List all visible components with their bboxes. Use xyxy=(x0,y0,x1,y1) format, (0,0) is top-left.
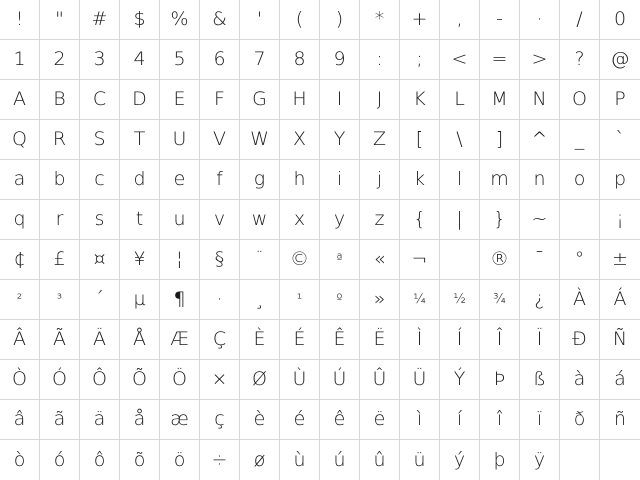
glyph-cell: ½ xyxy=(440,280,480,320)
glyph-cell: b xyxy=(40,160,80,200)
glyph-cell: ß xyxy=(520,360,560,400)
glyph-cell: o xyxy=(560,160,600,200)
glyph-cell: » xyxy=(360,280,400,320)
glyph-cell: å xyxy=(120,400,160,440)
glyph-cell: ³ xyxy=(40,280,80,320)
glyph-cell: ï xyxy=(520,400,560,440)
glyph-cell: e xyxy=(160,160,200,200)
glyph-cell: ¢ xyxy=(0,240,40,280)
glyph-cell: ù xyxy=(280,440,320,480)
glyph-cell: ( xyxy=(280,0,320,40)
glyph-cell: h xyxy=(280,160,320,200)
glyph-cell: [ xyxy=(400,120,440,160)
glyph-cell: $ xyxy=(120,0,160,40)
glyph-cell: V xyxy=(200,120,240,160)
glyph-cell: Ì xyxy=(400,320,440,360)
glyph-cell: + xyxy=(400,0,440,40)
glyph-cell: ` xyxy=(600,120,640,160)
glyph-cell: g xyxy=(240,160,280,200)
glyph-cell: ä xyxy=(80,400,120,440)
glyph-cell: ü xyxy=(400,440,440,480)
glyph-cell: T xyxy=(120,120,160,160)
glyph-cell: - xyxy=(480,0,520,40)
glyph-cell: · xyxy=(200,280,240,320)
glyph-cell: r xyxy=(40,200,80,240)
glyph-cell: Þ xyxy=(480,360,520,400)
glyph-cell: ª xyxy=(320,240,360,280)
glyph-cell: ¸ xyxy=(240,280,280,320)
glyph-cell: B xyxy=(40,80,80,120)
glyph-cell: Õ xyxy=(120,360,160,400)
glyph-cell: K xyxy=(400,80,440,120)
glyph-cell: ¼ xyxy=(400,280,440,320)
glyph-cell: ° xyxy=(560,240,600,280)
glyph-cell: à xyxy=(560,360,600,400)
glyph-cell: Ï xyxy=(520,320,560,360)
glyph-cell: } xyxy=(480,200,520,240)
glyph-cell: ¬ xyxy=(400,240,440,280)
glyph-cell: ; xyxy=(400,40,440,80)
glyph-cell: C xyxy=(80,80,120,120)
glyph-cell: ^ xyxy=(520,120,560,160)
glyph-cell: ± xyxy=(600,240,640,280)
glyph-cell: ] xyxy=(480,120,520,160)
glyph-cell: µ xyxy=(120,280,160,320)
glyph-cell: ¦ xyxy=(160,240,200,280)
glyph-cell: ¯ xyxy=(520,240,560,280)
glyph-cell: P xyxy=(600,80,640,120)
glyph-cell: Ò xyxy=(0,360,40,400)
glyph-cell: È xyxy=(240,320,280,360)
glyph-cell: Û xyxy=(360,360,400,400)
glyph-cell: ¥ xyxy=(120,240,160,280)
glyph-cell: × xyxy=(200,360,240,400)
glyph-cell: £ xyxy=(40,240,80,280)
glyph-cell: I xyxy=(320,80,360,120)
glyph-cell: Î xyxy=(480,320,520,360)
glyph-cell: D xyxy=(120,80,160,120)
glyph-cell: æ xyxy=(160,400,200,440)
glyph-cell: ~ xyxy=(520,200,560,240)
glyph-cell: 4 xyxy=(120,40,160,80)
glyph-cell: ì xyxy=(400,400,440,440)
glyph-cell: ô xyxy=(80,440,120,480)
glyph-cell: s xyxy=(80,200,120,240)
glyph-cell: Ç xyxy=(200,320,240,360)
glyph-cell: ÷ xyxy=(200,440,240,480)
glyph-cell: « xyxy=(360,240,400,280)
glyph-cell: Y xyxy=(320,120,360,160)
glyph-cell: a xyxy=(0,160,40,200)
glyph-cell: F xyxy=(200,80,240,120)
glyph-cell: Â xyxy=(0,320,40,360)
glyph-cell: " xyxy=(40,0,80,40)
glyph-cell: m xyxy=(480,160,520,200)
glyph-cell: / xyxy=(560,0,600,40)
glyph-cell: \ xyxy=(440,120,480,160)
glyph-cell: ! xyxy=(0,0,40,40)
glyph-cell: Í xyxy=(440,320,480,360)
glyph-cell: á xyxy=(600,360,640,400)
glyph-cell: é xyxy=(280,400,320,440)
glyph-cell: ÿ xyxy=(520,440,560,480)
glyph-cell: ð xyxy=(560,400,600,440)
glyph-cell: Æ xyxy=(160,320,200,360)
glyph-cell: ¤ xyxy=(80,240,120,280)
glyph-cell: Ñ xyxy=(600,320,640,360)
glyph-cell: º xyxy=(320,280,360,320)
glyph-cell: E xyxy=(160,80,200,120)
glyph-cell: R xyxy=(40,120,80,160)
glyph-cell: v xyxy=(200,200,240,240)
glyph-cell: Ë xyxy=(360,320,400,360)
glyph-cell: i xyxy=(320,160,360,200)
glyph-cell: 5 xyxy=(160,40,200,80)
glyph-cell: Q xyxy=(0,120,40,160)
glyph-cell: ø xyxy=(240,440,280,480)
glyph-cell: * xyxy=(360,0,400,40)
glyph-cell: n xyxy=(520,160,560,200)
glyph-cell: ² xyxy=(0,280,40,320)
glyph-cell: H xyxy=(280,80,320,120)
glyph-cell: u xyxy=(160,200,200,240)
glyph-cell: ë xyxy=(360,400,400,440)
glyph-cell xyxy=(440,240,480,280)
glyph-cell: Ø xyxy=(240,360,280,400)
glyph-cell: ê xyxy=(320,400,360,440)
glyph-cell: W xyxy=(240,120,280,160)
glyph-cell: § xyxy=(200,240,240,280)
glyph-cell: z xyxy=(360,200,400,240)
glyph-cell: G xyxy=(240,80,280,120)
glyph-cell: ó xyxy=(40,440,80,480)
glyph-cell: ' xyxy=(240,0,280,40)
glyph-cell: k xyxy=(400,160,440,200)
glyph-cell: 6 xyxy=(200,40,240,80)
glyph-cell: ö xyxy=(160,440,200,480)
glyph-cell: Ð xyxy=(560,320,600,360)
glyph-cell: ¡ xyxy=(600,200,640,240)
glyph-cell: Ó xyxy=(40,360,80,400)
glyph-cell: ò xyxy=(0,440,40,480)
glyph-cell: ) xyxy=(320,0,360,40)
glyph-cell: & xyxy=(200,0,240,40)
glyph-cell: = xyxy=(480,40,520,80)
glyph-cell: Ú xyxy=(320,360,360,400)
glyph-cell: ® xyxy=(480,240,520,280)
glyph-cell: p xyxy=(600,160,640,200)
glyph-cell: > xyxy=(520,40,560,80)
glyph-cell: è xyxy=(240,400,280,440)
glyph-cell: ç xyxy=(200,400,240,440)
glyph-cell: d xyxy=(120,160,160,200)
glyph-cell: U xyxy=(160,120,200,160)
glyph-cell: õ xyxy=(120,440,160,480)
glyph-cell: O xyxy=(560,80,600,120)
glyph-cell: N xyxy=(520,80,560,120)
glyph-cell: Ô xyxy=(80,360,120,400)
glyph-cell: ¹ xyxy=(280,280,320,320)
glyph-cell: Ã xyxy=(40,320,80,360)
glyph-cell: ý xyxy=(440,440,480,480)
glyph-cell: 3 xyxy=(80,40,120,80)
glyph-cell: À xyxy=(560,280,600,320)
glyph-cell: 8 xyxy=(280,40,320,80)
glyph-cell: Ü xyxy=(400,360,440,400)
glyph-cell: : xyxy=(360,40,400,80)
glyph-cell: < xyxy=(440,40,480,80)
glyph-cell: w xyxy=(240,200,280,240)
glyph-cell: ¶ xyxy=(160,280,200,320)
glyph-cell: , xyxy=(440,0,480,40)
glyph-cell: É xyxy=(280,320,320,360)
glyph-cell: Å xyxy=(120,320,160,360)
glyph-cell: M xyxy=(480,80,520,120)
glyph-cell: t xyxy=(120,200,160,240)
glyph-cell: © xyxy=(280,240,320,280)
glyph-cell: L xyxy=(440,80,480,120)
glyph-cell: Á xyxy=(600,280,640,320)
glyph-cell: î xyxy=(480,400,520,440)
glyph-cell: ¾ xyxy=(480,280,520,320)
glyph-cell: ? xyxy=(560,40,600,80)
glyph-cell: 1 xyxy=(0,40,40,80)
glyph-cell: X xyxy=(280,120,320,160)
glyph-cell: Ê xyxy=(320,320,360,360)
glyph-cell: 7 xyxy=(240,40,280,80)
glyph-cell: Z xyxy=(360,120,400,160)
glyph-cell: · xyxy=(520,0,560,40)
glyph-cell: j xyxy=(360,160,400,200)
glyph-cell: 9 xyxy=(320,40,360,80)
glyph-cell: â xyxy=(0,400,40,440)
glyph-cell: f xyxy=(200,160,240,200)
glyph-cell: û xyxy=(360,440,400,480)
glyph-cell: % xyxy=(160,0,200,40)
glyph-cell: @ xyxy=(600,40,640,80)
glyph-cell: Ù xyxy=(280,360,320,400)
glyph-cell: 2 xyxy=(40,40,80,80)
glyph-cell: ¿ xyxy=(520,280,560,320)
glyph-cell: x xyxy=(280,200,320,240)
glyph-cell xyxy=(600,440,640,480)
glyph-cell: 0 xyxy=(600,0,640,40)
glyph-cell: _ xyxy=(560,120,600,160)
glyph-cell xyxy=(560,200,600,240)
glyph-cell: ã xyxy=(40,400,80,440)
glyph-cell: Ö xyxy=(160,360,200,400)
glyph-cell: A xyxy=(0,80,40,120)
glyph-cell: Ý xyxy=(440,360,480,400)
glyph-cell: J xyxy=(360,80,400,120)
glyph-cell: S xyxy=(80,120,120,160)
glyph-cell xyxy=(560,440,600,480)
glyph-cell: ñ xyxy=(600,400,640,440)
glyph-cell: | xyxy=(440,200,480,240)
glyph-cell: q xyxy=(0,200,40,240)
glyph-cell: ´ xyxy=(80,280,120,320)
glyph-cell: y xyxy=(320,200,360,240)
glyph-cell: ¨ xyxy=(240,240,280,280)
glyph-cell: Ä xyxy=(80,320,120,360)
glyph-cell: þ xyxy=(480,440,520,480)
glyph-cell: { xyxy=(400,200,440,240)
glyph-cell: í xyxy=(440,400,480,440)
glyph-cell: # xyxy=(80,0,120,40)
glyph-cell: ú xyxy=(320,440,360,480)
glyph-cell: l xyxy=(440,160,480,200)
glyph-cell: c xyxy=(80,160,120,200)
